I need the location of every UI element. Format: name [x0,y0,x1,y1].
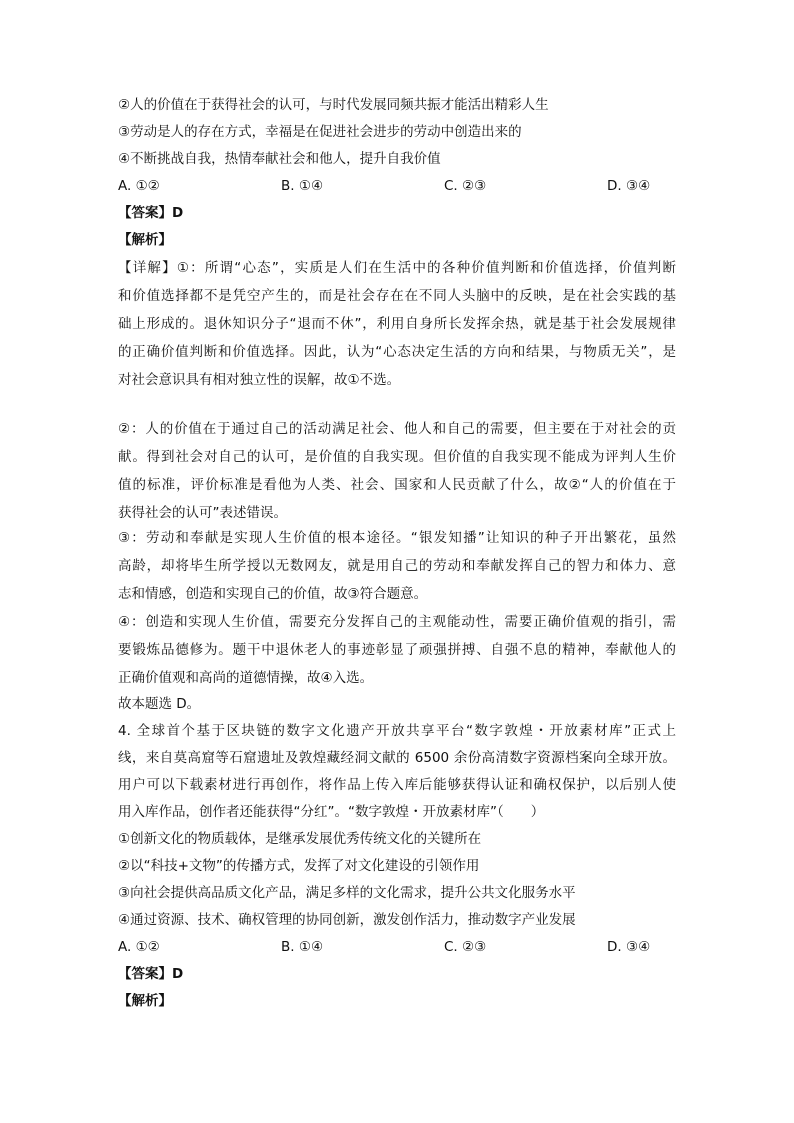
q3-conclusion: 故本题选 D。 [118,696,201,712]
q3-analysis-heading: 【解析】 [118,232,172,248]
q4-stem-line: 线，来自莫高窟等石窟遗址及敦煌藏经洞文献的 6500 余份高清数字资源档案向全球开放。 [118,750,676,766]
q3-detail-p4-line: 要锻炼品德修为。题干中退休老人的事迹彰显了顽强拼搏、自强不息的精神，奉献他人的 [118,642,676,658]
q3-detail-p2-line: 献。得到社会对自己的认可，是价值的自我实现。但价值的自我实现不能成为评判人生价 [118,449,676,465]
q3-detail-p3-line: 高龄，却将毕生所学授以无数网友，就是用自己的劳动和奉献发挥自己的智力和体力、意 [118,558,676,574]
q3-detail-p1-line: 对社会意识具有相对独立性的误解，故①不选。 [118,372,401,388]
q4-answer: 【答案】D [118,966,184,982]
q3-detail-p1-line: 和价值选择都不是凭空产生的，而是社会存在在不同人头脑中的反映，是在社会实践的基 [118,288,676,304]
q3-statement-3: ③劳动是人的存在方式，幸福是在促进社会进步的劳动中创造出来的 [118,124,522,140]
q3-option-a: A. ①② [118,178,160,194]
q4-option-b: B. ①④ [281,939,324,955]
q4-statement-4: ④通过资源、技术、确权管理的协同创新，激发创作活力，推动数字产业发展 [118,912,576,928]
q4-analysis-heading: 【解析】 [118,993,172,1009]
q4-stem-line: 用入库作品，创作者还能获得“分红”。“数字敦煌・开放素材库”（ ） [118,804,545,820]
q3-detail-p3-line: 志和情感，创造和实现自己的价值，故③符合题意。 [118,586,428,602]
q4-statement-3: ③向社会提供高品质文化产品，满足多样的文化需求，提升公共文化服务水平 [118,885,576,901]
q4-stem-line: 用户可以下载素材进行再创作，将作品上传入库后能够获得认证和确权保护，以后别人使 [118,777,676,793]
q4-stem-line: 4. 全球首个基于区块链的数字文化遗产开放共享平台“数字敦煌・开放素材库”正式上 [118,723,676,739]
q3-statement-2: ②人的价值在于获得社会的认可，与时代发展同频共振才能活出精彩人生 [118,97,549,113]
q3-detail-p4-line: 正确价值观和高尚的道德情操，故④入选。 [118,670,374,686]
q3-detail-p2-line: 值的标准，评价标准是看他为人类、社会、国家和人民贡献了什么，故②“人的价值在于 [118,477,676,493]
q3-detail-p1-line: 的正确价值判断和价值选择。因此，认为“心态决定生活的方向和结果，与物质无关”，是 [118,344,676,360]
q3-detail-p1-line: 【详解】①：所谓“心态”，实质是人们在生活中的各种价值判断和价值选择，价值判断 [118,260,676,276]
q3-answer: 【答案】D [118,205,184,221]
q3-option-d: D. ③④ [607,178,651,194]
q3-detail-p1-line: 础上形成的。退休知识分子“退而不休”，利用自身所长发挥余热，就是基于社会发展规律 [118,316,676,332]
q3-detail-p4-line: ④：创造和实现人生价值，需要充分发挥自己的主观能动性，需要正确价值观的指引，需 [118,614,676,630]
q4-option-d: D. ③④ [607,939,651,955]
q3-option-c: C. ②③ [444,178,487,194]
q3-option-b: B. ①④ [281,178,324,194]
q4-statement-2: ②以“科技+文物”的传播方式，发挥了对文化建设的引领作用 [118,858,480,874]
q3-detail-p3-line: ③：劳动和奉献是实现人生价值的根本途径。“银发知播”让知识的种子开出繁花，虽然 [118,530,676,546]
q3-statement-4: ④不断挑战自我，热情奉献社会和他人，提升自我价值 [118,151,441,167]
q4-option-a: A. ①② [118,939,160,955]
q3-detail-p2-line: 获得社会的认可”表述错误。 [118,505,287,521]
q4-statement-1: ①创新文化的物质载体，是继承发展优秀传统文化的关键所在 [118,831,482,847]
q3-detail-p2-line: ②：人的价值在于通过自己的活动满足社会、他人和自己的需要，但主要在于对社会的贡 [118,421,676,437]
q4-option-c: C. ②③ [444,939,487,955]
